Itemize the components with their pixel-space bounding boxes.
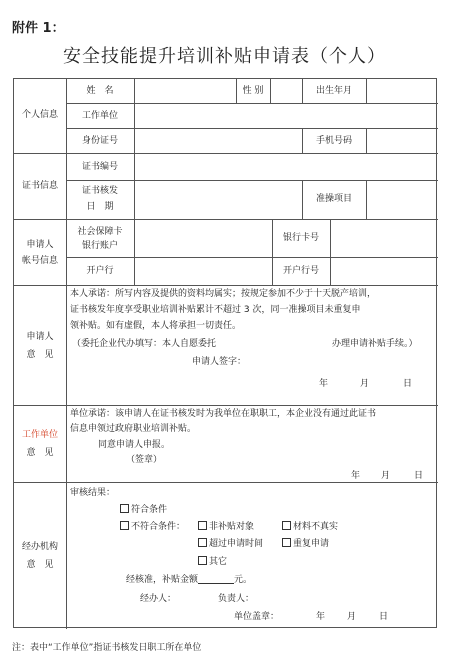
entrust-text: （委托企业代办填写：本人自愿委托 [72, 339, 217, 349]
field-label-id-number: 身份证号 [81, 136, 118, 146]
bank-no-input[interactable] [331, 258, 437, 284]
option-not-meets-label: 不符合条件： [131, 522, 186, 532]
checkbox-not-meets[interactable] [120, 521, 129, 530]
section-label-agency-opinion-2: 意 见 [26, 560, 54, 570]
option-false-material-label: 材料不真实 [293, 522, 339, 532]
agency-seal-label: 单位盖章： [234, 612, 280, 622]
section-label-employer-opinion: 工作单位 [21, 430, 58, 440]
option-not-meets[interactable] [120, 520, 185, 534]
form-title: 安全技能提升培训补贴申请表（个人） [63, 46, 386, 67]
employer-date-year: 年 [351, 471, 361, 481]
cert-no-input[interactable] [135, 154, 437, 179]
applicant-signature-label: 申请人签字： [192, 357, 247, 367]
employer-date-day: 日 [414, 471, 424, 481]
field-label-bank-card: 银行卡号 [282, 233, 319, 243]
section-label-certificate: 证书信息 [21, 181, 58, 191]
birth-input[interactable] [367, 80, 437, 102]
option-duplicate-label: 重复申请 [293, 539, 330, 549]
checkbox-duplicate[interactable] [282, 538, 291, 547]
subsidy-amount-field[interactable] [198, 573, 234, 584]
applicant-promise-line-2: 证书核发年度享受职业培训补贴累计不超过 3 次，同一准操项目未重复申 [70, 305, 361, 315]
operation-item-input[interactable] [367, 181, 437, 218]
field-label-ss-card: 社会保障卡 [77, 227, 123, 237]
option-non-subsidy-label: 非补贴对象 [209, 522, 255, 532]
name-input[interactable] [135, 80, 235, 102]
field-label-cert-no: 证书编号 [81, 162, 118, 172]
field-label-birth: 出生年月 [315, 86, 352, 96]
section-label-employer-opinion-2: 意 见 [26, 448, 54, 458]
option-other[interactable] [198, 555, 227, 569]
employer-date-month: 月 [381, 471, 391, 481]
subsidy-amount-label: 经核准，补贴金额 [126, 575, 199, 585]
applicant-promise-line-1: 本人承诺：所写内容及提供的资料均属实；按规定参加不少于十天脱产培训， [70, 289, 377, 299]
footer-note: 注：表中“工作单位”指证书核发日职工所在单位 [12, 643, 202, 653]
section-label-personal: 个人信息 [21, 110, 58, 120]
section-label-applicant-opinion-2: 意 见 [26, 350, 54, 360]
checkbox-overdue[interactable] [198, 538, 207, 547]
application-form-table [13, 78, 437, 628]
agency-date-day: 日 [379, 612, 389, 622]
option-overdue-label: 超过申请时间 [209, 539, 264, 549]
section-label-agency-opinion: 经办机构 [21, 542, 58, 552]
subsidy-amount-line [126, 573, 252, 587]
review-result-label: 审核结果： [70, 488, 116, 498]
field-label-name: 姓 名 [86, 86, 114, 96]
bank-input[interactable] [135, 258, 271, 284]
section-label-account: 申请人 [26, 240, 54, 250]
applicant-date-month: 月 [360, 379, 370, 389]
section-label-applicant-opinion: 申请人 [26, 332, 54, 342]
option-non-subsidy[interactable] [198, 520, 254, 534]
applicant-promise-line-3: 领补贴。如有虚假，本人将承担一切责任。 [70, 321, 242, 331]
leader-label: 负责人： [218, 594, 255, 604]
checkbox-meets[interactable] [120, 504, 129, 513]
subsidy-amount-unit: 元。 [234, 575, 253, 585]
field-label-employer: 工作单位 [81, 111, 118, 121]
field-label-issue-date-2: 日 期 [86, 202, 114, 212]
issue-date-input[interactable] [135, 181, 301, 218]
phone-input[interactable] [367, 129, 437, 152]
option-meets[interactable] [120, 503, 167, 517]
employer-agree-text: 同意申请人申报。 [98, 440, 171, 450]
field-label-issue-date: 证书核发 [81, 186, 118, 196]
gender-input[interactable] [271, 80, 301, 102]
employer-promise-line-1: 单位承诺：该申请人在证书核发时为我单位在职职工，本企业没有通过此证书 [70, 409, 377, 419]
applicant-date-year: 年 [319, 379, 329, 389]
applicant-date-day: 日 [403, 379, 413, 389]
option-other-label: 其它 [209, 557, 228, 567]
bank-card-input[interactable] [331, 220, 437, 256]
section-label-account-2: 帐号信息 [21, 256, 58, 266]
handler-label: 经办人： [140, 594, 177, 604]
field-label-operation-item: 准操项目 [315, 194, 352, 204]
field-label-gender: 性 别 [242, 86, 264, 96]
employer-input[interactable] [135, 104, 437, 127]
employer-promise-line-2: 信息申领过政府职业培训补贴。 [70, 424, 197, 434]
field-label-bank: 开户行 [86, 266, 114, 276]
option-meets-label: 符合条件 [131, 505, 168, 515]
option-overdue[interactable] [198, 537, 263, 551]
option-duplicate[interactable] [282, 537, 329, 551]
option-false-material[interactable] [282, 520, 338, 534]
checkbox-false-material[interactable] [282, 521, 291, 530]
agency-date-year: 年 [316, 612, 326, 622]
field-label-bank-no: 开户行号 [282, 266, 319, 276]
checkbox-non-subsidy[interactable] [198, 521, 207, 530]
ss-card-input[interactable] [135, 220, 271, 256]
field-label-ss-card-2: 银行账户 [81, 241, 118, 251]
entrust-text-2: 办理申请补贴手续。） [332, 339, 418, 349]
field-label-phone: 手机号码 [315, 136, 352, 146]
checkbox-other[interactable] [198, 556, 207, 565]
agency-date-month: 月 [347, 612, 357, 622]
id-number-input[interactable] [135, 129, 301, 152]
attachment-label: 附件 1： [12, 21, 65, 36]
employer-seal-label: （签章） [126, 455, 163, 465]
